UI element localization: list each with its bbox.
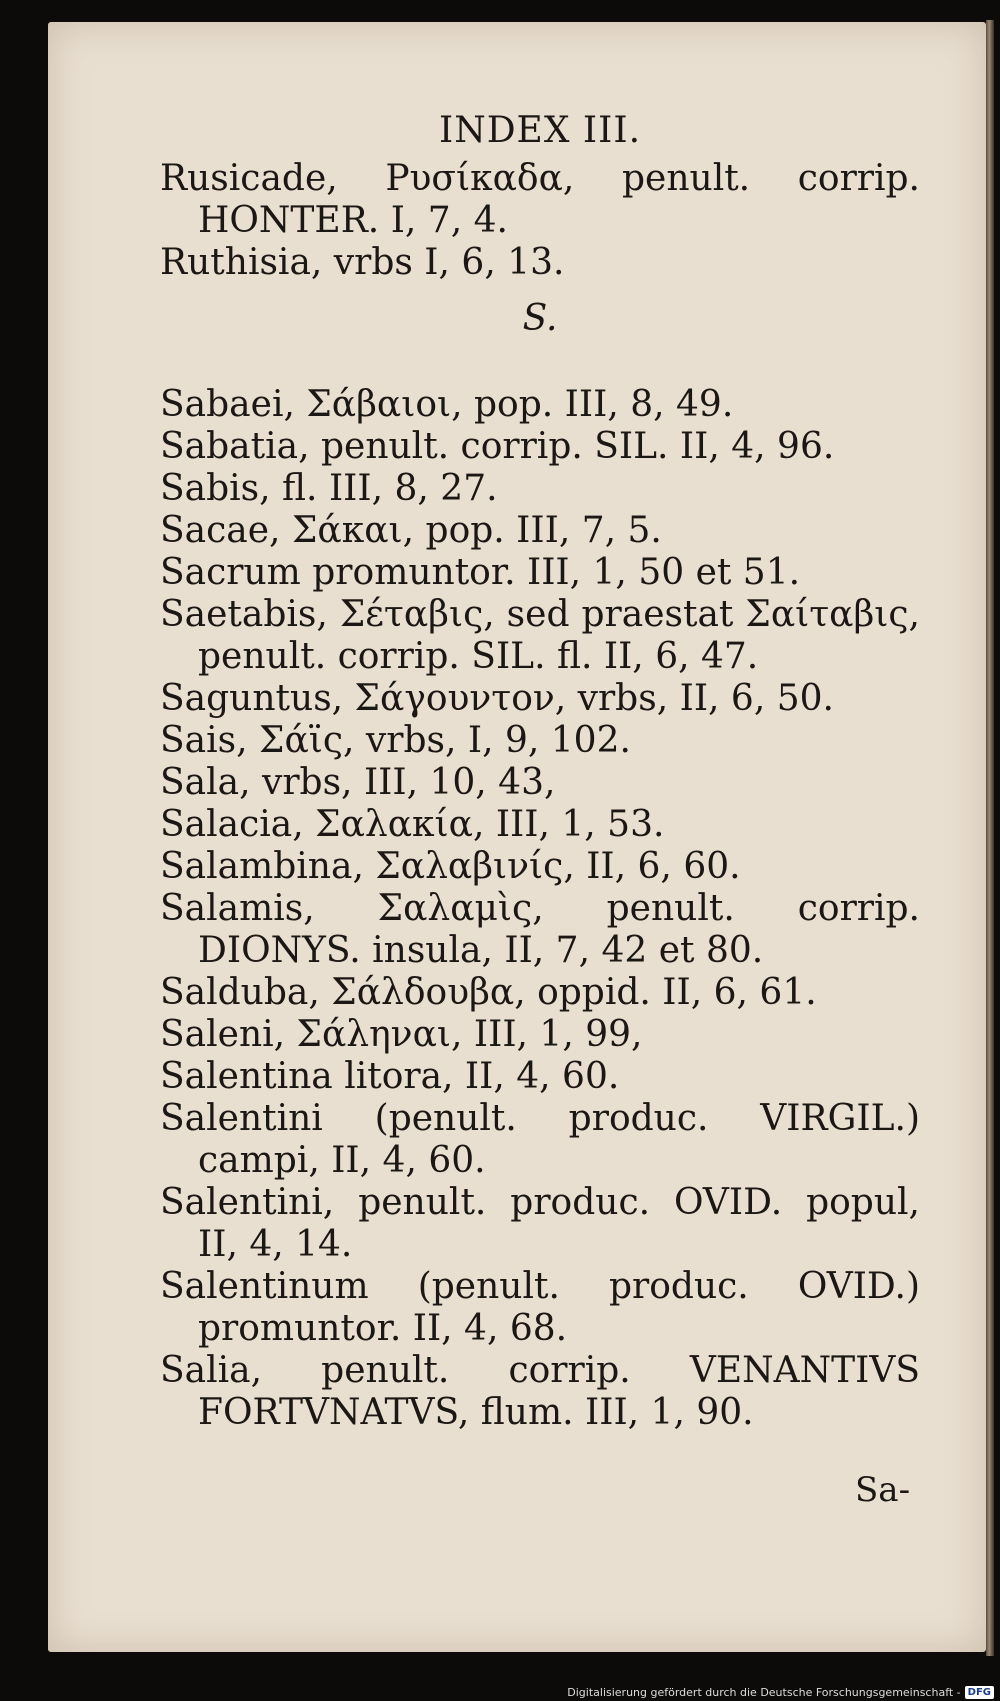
index-entry: Salambina, Σαλαβινίς, II, 6, 60. — [160, 846, 741, 887]
index-entry: Saetabis, Σέταβις, sed praestat Σαίταβις, penult. corrip. SIL. fl. II, 6, 47. — [160, 594, 920, 677]
running-header: INDEX III. — [438, 110, 642, 151]
index-entry: Sala, vrbs, III, 10, 43, — [160, 762, 556, 803]
index-entry: Sabis, fl. III, 8, 27. — [160, 468, 498, 509]
index-entry: Saleni, Σάληναι, III, 1, 99, — [160, 1014, 643, 1055]
index-entry: Salentinum (penult. produc. OVID.) promuntor. II, 4, 68. — [160, 1266, 920, 1349]
index-entry: Salentina litora, II, 4, 60. — [160, 1056, 620, 1097]
index-entry: Salia, penult. corrip. VENANTIVS FORTVNATVS, flum. III, 1, 90. — [160, 1350, 920, 1433]
footer-credit: Digitalisierung gefördert durch die Deutsche Forschungsgemeinschaft - — [567, 1686, 961, 1699]
index-entry: Rusicade, Ρυσίκαδα, penult. corrip. HONTER. I, 7, 4. — [160, 158, 920, 241]
page-edge — [986, 20, 994, 1656]
index-entry: Salduba, Σάλδουβα, oppid. II, 6, 61. — [160, 972, 817, 1013]
section-letter: S. — [522, 298, 558, 339]
index-entry: Ruthisia, vrbs I, 6, 13. — [160, 242, 565, 283]
digitization-footer — [567, 1686, 994, 1699]
index-entry: Salamis, Σαλαμὶς, penult. corrip. DIONYS. insula, II, 7, 42 et 80. — [160, 888, 920, 971]
index-entry: Saguntus, Σάγουντον, vrbs, II, 6, 50. — [160, 678, 834, 719]
dfg-logo-icon: DFG — [965, 1686, 994, 1699]
index-text-block — [160, 110, 920, 1434]
index-entry: Salentini, penult. produc. OVID. popul, II, 4, 14. — [160, 1182, 920, 1265]
index-entry: Sabaei, Σάβαιοι, pop. III, 8, 49. — [160, 384, 734, 425]
index-entry: Sabatia, penult. corrip. SIL. II, 4, 96. — [160, 426, 835, 467]
entries-list — [160, 384, 920, 1434]
index-entry: Sais, Σάϊς, vrbs, I, 9, 102. — [160, 720, 631, 761]
index-entry: Salacia, Σαλακία, III, 1, 53. — [160, 804, 665, 845]
index-entry: Sacae, Σάκαι, pop. III, 7, 5. — [160, 510, 662, 551]
index-entry: Sacrum promuntor. III, 1, 50 et 51. — [160, 552, 801, 593]
catchword: Sa- — [855, 1470, 911, 1510]
index-entry: Salentini (penult. produc. VIRGIL.) campi, II, 4, 60. — [160, 1098, 920, 1181]
entries-before-list — [160, 158, 920, 284]
